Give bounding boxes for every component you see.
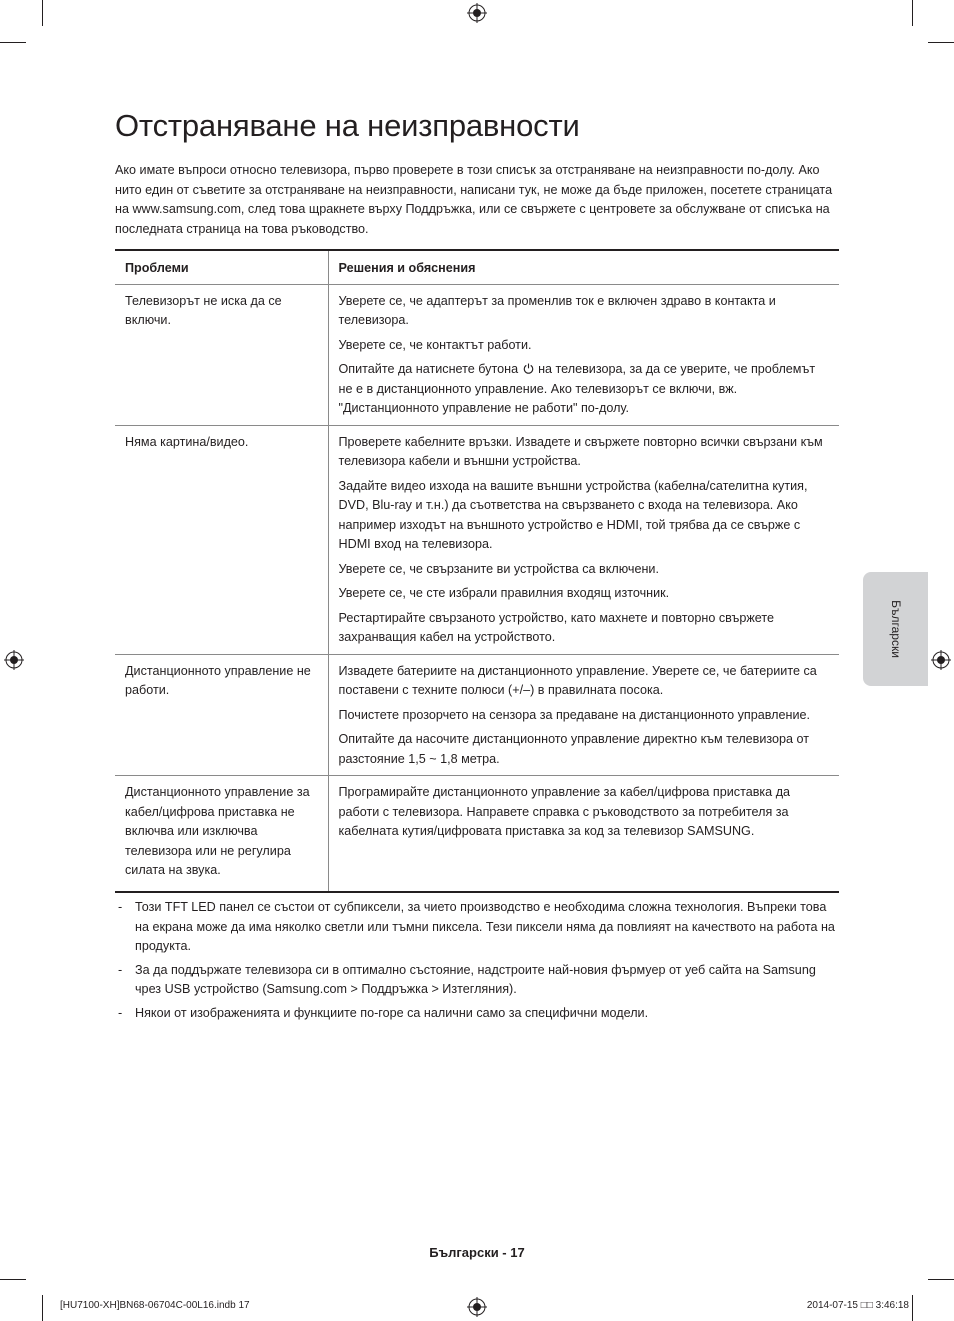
solution-text: Извадете батериите на дистанционното управление. Уверете се, че батериите са поставени с техните полюси (+/–) в правилната посока. [338,663,817,697]
troubleshooting-table [115,249,839,893]
table-row [115,284,839,425]
problem-cell: Телевизорът не иска да се включи. [115,284,328,425]
solution-text-before: Опитайте да натиснете бутона [338,362,519,376]
column-header-problems: Проблеми [115,250,328,284]
crop-mark [912,0,913,26]
registration-mark-icon [467,3,487,23]
solution-text: Задайте видео изхода на вашите външни устройства (кабелна/сателитна кутия, DVD, Blu-ray и т.н.) да съответства на свързването с входа на телевизора. Ако например изходът на външното устройство е HDMI, той трябва да се свърже с HDMI вход на телевизора. [338,478,808,551]
registration-mark-icon [4,650,24,670]
note-item [115,961,839,1000]
problem-cell: Дистанционното управление не работи. [115,654,328,776]
solution-text [339,360,830,419]
crop-mark [912,1295,913,1321]
column-header-solutions: Решения и обяснения [328,250,839,284]
crop-mark [928,42,954,43]
note-dash: - [118,962,123,977]
solutions-cell [328,654,839,776]
solution-text: Опитайте да насочите дистанционното управление директно към телевизора от разстояние 1,5 ~ 1,8 метра. [338,732,810,766]
notes-list [115,898,839,1027]
table-header-row [115,250,839,284]
solution-text-after: на телевизора, за да се уверите, че проблемът не е в дистанционното управление. Ако телевизорът се включи, вж. "Дистанционното управление не работи" по-долу. [338,362,816,415]
registration-mark-icon [467,1297,487,1317]
print-slug-right: 2014-07-15 □□ 3:46:18 [806,1300,909,1311]
solutions-cell [328,776,839,892]
page-footer: Български - 17 [429,1245,525,1260]
page-title: Отстраняване на неизправности [115,108,580,143]
crop-mark [42,0,43,26]
solutions-cell [328,284,839,425]
problem-cell: Няма картина/видео. [115,425,328,654]
table-row [115,425,839,654]
solution-text: Уверете се, че сте избрали правилния входящ източник. [338,586,670,600]
language-side-tab [863,572,928,686]
note-text: За да поддържате телевизора си в оптимално състояние, надстроите най-новия фърмуер от уеб сайта на Samsung чрез USB устройство (Samsung.com > Поддръжка > Изтегляния). [135,962,816,996]
print-slug-left: [HU7100-XH]BN68-06704C-00L16.indb 17 [60,1300,250,1311]
registration-mark-icon [931,650,951,670]
intro-paragraph: Ако имате въпроси относно телевизора, първо проверете в този списък за отстраняване на неизправности по-долу. Ако нито един от съветите за отстраняване на неизправности, написани тук, не може да бъде приложен, посетете страницата на www.samsung.com, след това щракнете върху Поддръжка, или се свържете с центровете за обслужване от списъка на последната страница на това ръководство. [115,163,833,236]
note-dash: - [118,1005,123,1020]
note-text: Този TFT LED панел се състои от субпиксели, за чието производство е необходима сложна технология. Въпреки това на екрана може да има няколко светли или тъмни пиксела. Тези пиксели няма да повлияят на качеството на работа на продукта. [135,900,835,953]
note-item [115,1004,839,1024]
solution-text: Уверете се, че адаптерът за променлив ток е включен здраво в контакта и телевизора. [338,293,776,327]
power-icon [523,363,534,374]
note-text: Някои от изображенията и функциите по-горе са налични само за специфични модели. [135,1005,649,1020]
solution-text: Почистете прозорчето на сензора за предаване на дистанционното управление. [338,707,811,722]
table-row [115,776,839,892]
note-dash: - [118,900,123,914]
crop-mark [0,42,26,43]
table-row [115,654,839,776]
solutions-cell [328,425,839,654]
problem-cell: Дистанционното управление за кабел/цифрова приставка не включва или изключва телевизора или не регулира силата на звука. [115,776,328,892]
solution-text: Програмирайте дистанционното управление за кабел/цифрова приставка да работи с телевизора. Направете справка с ръководството за потребителя за кабелната кутия/цифровата приставка за код за телевизор SAMSUNG. [338,785,791,838]
solution-text: Рестартирайте свързаното устройство, като махнете и повторно свържете захранващия кабел на устройството. [338,610,774,644]
solution-text: Уверете се, че контактът работи. [338,337,532,352]
crop-mark [0,1279,26,1280]
crop-mark [42,1295,43,1321]
crop-mark [928,1279,954,1280]
solution-text: Уверете се, че свързаните ви устройства са включени. [338,561,659,576]
note-item [115,898,839,957]
solution-text: Проверете кабелните връзки. Извадете и свържете повторно всички свързани към телевизора кабели и външни устройства. [338,434,823,468]
language-tab-label: Български [888,600,903,658]
